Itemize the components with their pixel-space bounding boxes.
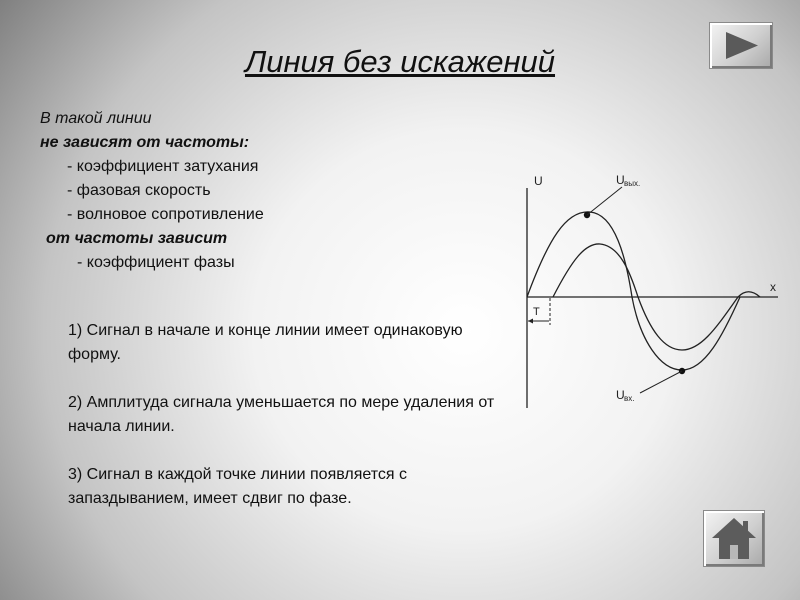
intro-item-phase-coefficient: - коэффициент фазы [77,254,235,271]
x-axis-label: x [770,280,776,294]
u-out-label: U [616,173,625,187]
intro-item-phase-velocity: - фазовая скорость [67,182,211,199]
leader-line-out [587,187,622,215]
t-label: T [533,306,540,318]
u-in-subscript: вх. [624,394,635,403]
point-1: 1) Сигнал в начале и конце линии имеет одинаковую форму. [68,322,463,363]
next-slide-button[interactable] [709,22,773,69]
point-3: 3) Сигнал в каждой точке линии появляется с запаздыванием, имеет сдвиг по фазе. [68,466,407,507]
intro-line-3: от частоты зависит [46,230,228,247]
u-axis-label: U [534,174,543,188]
play-arrow-icon [710,23,772,68]
home-icon [704,511,764,566]
delay-arrow-head [528,319,533,324]
intro-item-attenuation: - коэффициент затухания [67,158,259,175]
intro-line-1: В такой линии [40,110,152,127]
signal-curve-out [527,212,740,370]
intro-item-wave-impedance: - волновое сопротивление [67,206,264,223]
home-button[interactable] [703,510,765,567]
leader-line-in [640,371,682,393]
point-2: 2) Амплитуда сигнала уменьшается по мере удаления от начала линии. [68,394,495,435]
u-out-subscript: вых. [624,179,641,188]
slide-title: Линия без искажений [244,44,556,79]
intro-line-2: не зависят от частоты: [40,134,250,151]
u-in-label: U [616,388,625,402]
